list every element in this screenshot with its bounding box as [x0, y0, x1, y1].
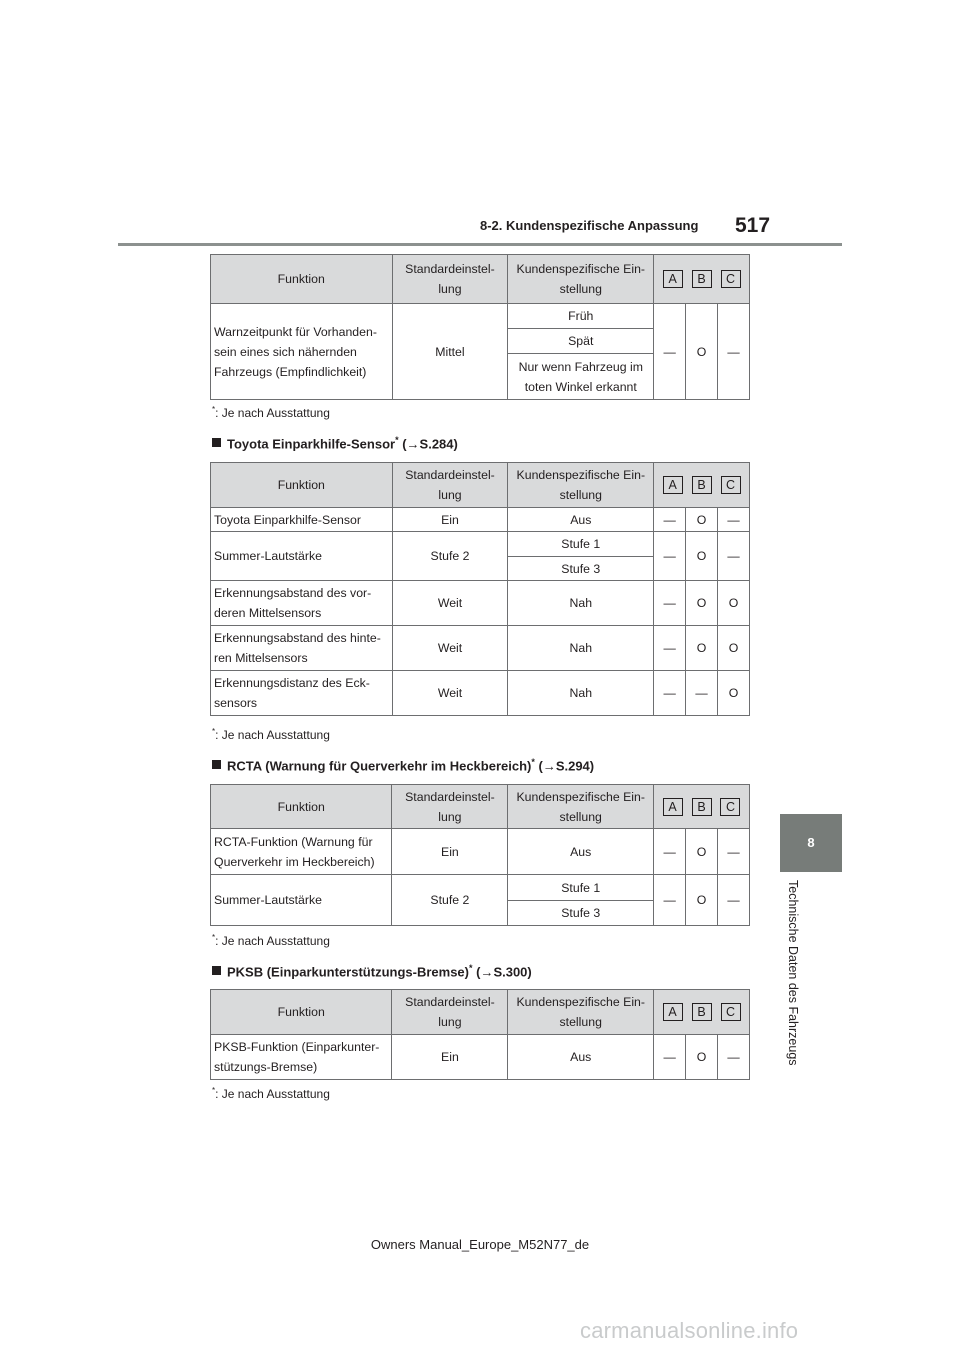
- cell-a: —: [654, 875, 686, 926]
- col-kunden: Kundenspezifische Ein- stellung: [508, 463, 654, 508]
- cell-funktion: Warnzeitpunkt für Vorhanden- sein eines sich nähernden Fahrzeugs (Empfindlichkeit): [211, 304, 393, 400]
- cell-c: —: [718, 829, 750, 875]
- col-abc: [654, 785, 750, 829]
- box-a: A: [663, 798, 683, 816]
- cell-option: Nur wenn Fahrzeug im toten Winkel erkannt: [508, 354, 654, 400]
- cell-kunden: Aus: [508, 1035, 654, 1080]
- cell-b: O: [686, 1035, 718, 1080]
- cell-kunden: Nah: [508, 671, 654, 716]
- cell-c: O: [718, 671, 750, 716]
- col-standard: Standardeinstel- lung: [392, 255, 508, 304]
- cell-c: —: [718, 875, 750, 926]
- table-row: [211, 875, 750, 901]
- table-row: [211, 671, 750, 716]
- cell-b: —: [686, 671, 718, 716]
- cell-a: —: [654, 1035, 686, 1080]
- section-heading: PKSB (Einparkunterstützungs-Bremse)* (→S.300): [212, 963, 532, 979]
- box-b: B: [692, 1003, 712, 1021]
- cell-standard: Ein: [392, 829, 508, 875]
- table-row: [211, 508, 750, 532]
- cell-kunden: Nah: [508, 626, 654, 671]
- box-b: B: [692, 798, 712, 816]
- cell-standard: Weit: [392, 581, 508, 626]
- watermark: carmanualsonline.info: [580, 1318, 799, 1343]
- cell-kunden: Aus: [508, 508, 654, 532]
- box-c: C: [721, 270, 741, 288]
- cell-standard: Ein: [392, 1035, 508, 1080]
- cell-b: O: [686, 581, 718, 626]
- table-header-row: [211, 463, 750, 508]
- section-heading: RCTA (Warnung für Querverkehr im Heckbereich)* (→S.294): [212, 757, 594, 773]
- cell-kunden: Aus: [508, 829, 654, 875]
- section-heading: Toyota Einparkhilfe-Sensor* (→S.284): [212, 435, 458, 451]
- col-abc: [654, 255, 750, 304]
- col-standard: Standardeinstel- lung: [392, 990, 508, 1035]
- cell-option: Stufe 3: [508, 557, 654, 581]
- bullet-square-icon: [212, 966, 221, 975]
- cell-a: —: [654, 532, 686, 581]
- col-funktion: Funktion: [211, 463, 393, 508]
- col-abc: [654, 990, 750, 1035]
- cell-option: Früh: [508, 304, 654, 329]
- table-row: [211, 581, 750, 626]
- table-row: [211, 304, 750, 329]
- footnote: *: Je nach Ausstattung: [212, 727, 330, 742]
- table-header-row: [211, 255, 750, 304]
- chapter-label: Technische Daten des Fahrzeugs: [786, 880, 800, 1066]
- cell-funktion: Toyota Einparkhilfe-Sensor: [211, 508, 393, 532]
- box-a: A: [663, 1003, 683, 1021]
- cell-b: O: [686, 875, 718, 926]
- table-header-row: [211, 990, 750, 1035]
- col-kunden: Kundenspezifische Ein- stellung: [508, 255, 654, 304]
- cell-funktion: PKSB-Funktion (Einparkunter- stützungs-Bremse): [211, 1035, 392, 1080]
- box-a: A: [663, 476, 683, 494]
- table-row: [211, 626, 750, 671]
- cell-standard: Weit: [392, 626, 508, 671]
- chapter-tab: 8: [780, 814, 842, 872]
- cell-funktion: RCTA-Funktion (Warnung für Querverkehr im Heckbereich): [211, 829, 392, 875]
- col-abc: [654, 463, 750, 508]
- cell-a: —: [654, 508, 686, 532]
- cell-a: —: [654, 671, 686, 716]
- footer-text: Owners Manual_Europe_M52N77_de: [370, 1237, 590, 1252]
- cell-a: —: [654, 304, 686, 400]
- cell-c: —: [718, 1035, 750, 1080]
- cell-c: —: [718, 532, 750, 581]
- box-c: C: [720, 798, 740, 816]
- table-pksb: [210, 989, 750, 1080]
- col-funktion: Funktion: [211, 785, 392, 829]
- page-number: 517: [735, 214, 771, 237]
- col-funktion: Funktion: [211, 255, 393, 304]
- section-title: 8-2. Kundenspezifische Anpassung: [480, 218, 699, 233]
- cell-b: O: [686, 829, 718, 875]
- cell-standard: Weit: [392, 671, 508, 716]
- cell-a: —: [654, 626, 686, 671]
- bullet-square-icon: [212, 760, 221, 769]
- cell-option: Stufe 1: [508, 532, 654, 557]
- header-rule: [118, 243, 842, 246]
- cell-a: —: [654, 829, 686, 875]
- cell-c: O: [718, 626, 750, 671]
- col-kunden: Kundenspezifische Ein- stellung: [508, 785, 654, 829]
- table-rcta: [210, 784, 750, 926]
- box-c: C: [721, 1003, 741, 1021]
- col-funktion: Funktion: [211, 990, 392, 1035]
- cell-c: O: [718, 581, 750, 626]
- cell-standard: Ein: [392, 508, 508, 532]
- cell-kunden: Nah: [508, 581, 654, 626]
- cell-standard: Mittel: [392, 304, 508, 400]
- col-standard: Standardeinstel- lung: [392, 785, 508, 829]
- table-row: [211, 829, 750, 875]
- cell-funktion: Summer-Lautstärke: [211, 532, 393, 581]
- col-kunden: Kundenspezifische Ein- stellung: [508, 990, 654, 1035]
- cell-a: —: [654, 581, 686, 626]
- cell-b: O: [686, 304, 718, 400]
- table-header-row: [211, 785, 750, 829]
- cell-funktion: Erkennungsdistanz des Eck- sensors: [211, 671, 393, 716]
- box-a: A: [663, 270, 683, 288]
- table-row: [211, 532, 750, 557]
- cell-b: O: [686, 532, 718, 581]
- cell-b: O: [686, 508, 718, 532]
- footnote: *: Je nach Ausstattung: [212, 933, 330, 948]
- cell-funktion: Erkennungsabstand des hinte- ren Mittelsensors: [211, 626, 393, 671]
- box-b: B: [692, 476, 712, 494]
- footnote: *: Je nach Ausstattung: [212, 1086, 330, 1101]
- box-c: C: [721, 476, 741, 494]
- cell-option: Spät: [508, 329, 654, 354]
- cell-funktion: Erkennungsabstand des vor- deren Mittelsensors: [211, 581, 393, 626]
- cell-c: —: [718, 508, 750, 532]
- box-b: B: [692, 270, 712, 288]
- cell-option: Stufe 1: [508, 875, 654, 901]
- cell-standard: Stufe 2: [392, 532, 508, 581]
- cell-funktion: Summer-Lautstärke: [211, 875, 392, 926]
- cell-c: —: [718, 304, 750, 400]
- table-warning-timing: [210, 254, 750, 400]
- cell-b: O: [686, 626, 718, 671]
- footnote: *: Je nach Ausstattung: [212, 405, 330, 420]
- table-parking-sensor: [210, 462, 750, 716]
- cell-standard: Stufe 2: [392, 875, 508, 926]
- table-row: [211, 1035, 750, 1080]
- bullet-square-icon: [212, 438, 221, 447]
- col-standard: Standardeinstel- lung: [392, 463, 508, 508]
- cell-option: Stufe 3: [508, 901, 654, 926]
